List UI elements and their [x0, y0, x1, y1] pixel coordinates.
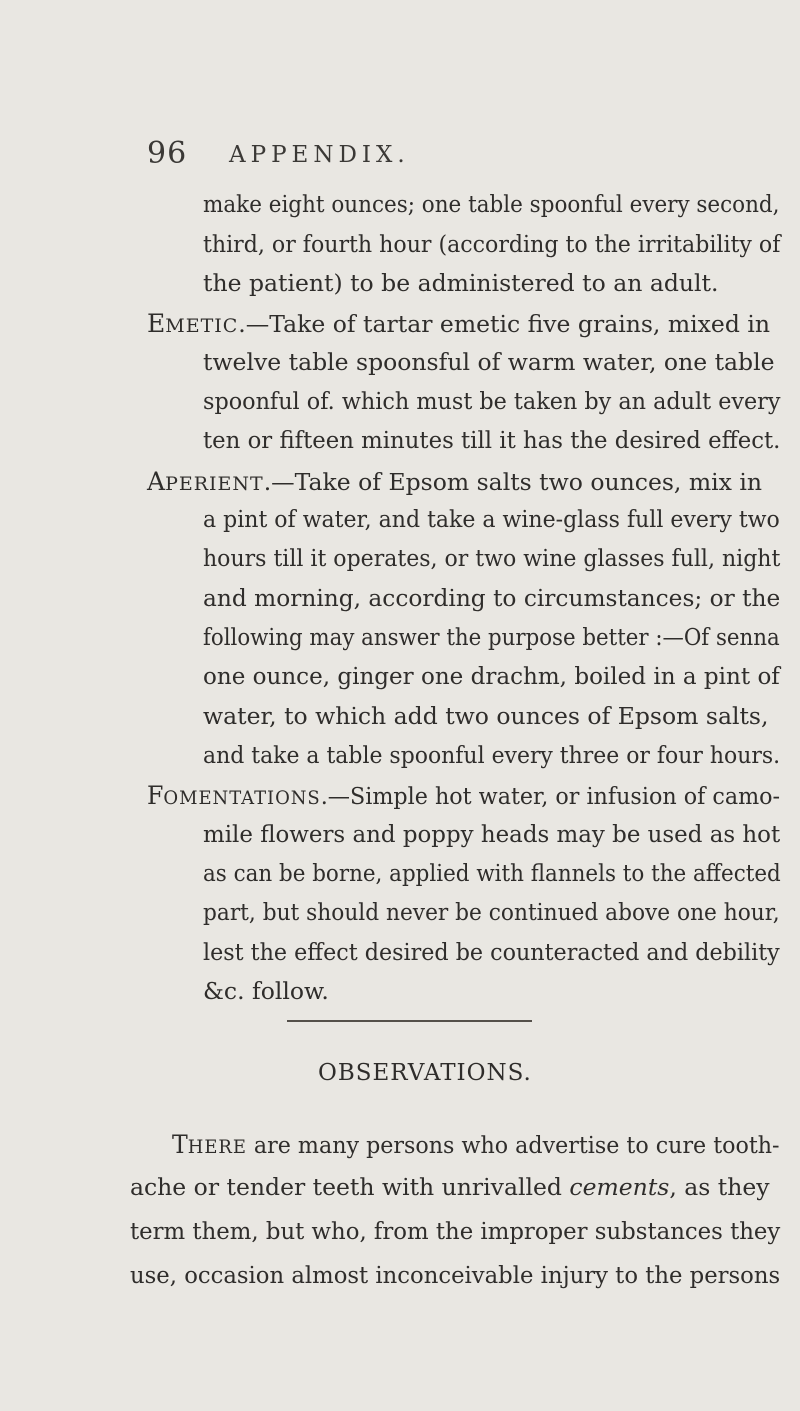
term-rest: METIC [165, 315, 239, 337]
page-number: 96 [147, 136, 188, 171]
text-line: lest the effect desired be counteracted and debility [203, 938, 780, 966]
text-line: water, to which add two ounces of Epsom salts, [203, 702, 769, 730]
entry-aperient-first-line [147, 469, 762, 495]
text-line: &c. follow. [203, 977, 329, 1005]
text-line: mile flowers and poppy heads may be used as hot [203, 820, 781, 848]
line-rest: are many persons who advertise to cure tooth- [246, 1131, 780, 1159]
text-line: twelve table spoonsful of warm water, one table [203, 348, 775, 376]
line-text: ache or tender teeth with unrivalled [130, 1173, 570, 1201]
section-title: OBSERVATIONS. [318, 1060, 532, 1086]
running-head: APPENDIX. [229, 142, 410, 168]
term-initial: E [147, 309, 166, 338]
term-rest: OMENTATIONS [163, 787, 321, 809]
term-rest: PERIENT [165, 473, 264, 495]
line-rest: .—Take of tartar emetic five grains, mixed in [238, 310, 770, 338]
text-line: following may answer the purpose better :—Of senna [203, 623, 780, 651]
entry-fomentations-first-line [147, 783, 780, 809]
text-line: as can be borne, applied with flannels to the affected [203, 859, 781, 887]
text-line: hours till it operates, or two wine glasses full, night [203, 544, 781, 572]
line-rest: .—Simple hot water, or infusion of camo- [320, 782, 781, 810]
line-text: , as they [669, 1173, 770, 1201]
text-line: ten or fifteen minutes till it has the desired effect. [203, 426, 781, 454]
entry-emetic-first-line [147, 311, 770, 337]
section-divider [287, 1020, 532, 1022]
text-line: the patient) to be administered to an adult. [203, 269, 719, 297]
italic-term: cements [569, 1173, 670, 1201]
observations-line-2 [130, 1173, 770, 1201]
page-header [147, 136, 747, 186]
first-word-initial: T [172, 1130, 188, 1159]
text-line: third, or fourth hour (according to the irritability of [203, 230, 781, 258]
text-line: use, occasion almost inconceivable injury to the persons [130, 1261, 781, 1289]
text-line: a pint of water, and take a wine-glass full every two [203, 505, 780, 533]
text-line: spoonful of. which must be taken by an adult every [203, 387, 781, 415]
text-line: make eight ounces; one table spoonful every second, [203, 190, 780, 218]
line-rest: .—Take of Epsom salts two ounces, mix in [263, 468, 763, 496]
term-initial: F [147, 781, 164, 810]
term-initial: A [147, 467, 166, 496]
observations-first-line [172, 1132, 780, 1158]
text-line: one ounce, ginger one drachm, boiled in a pint of [203, 662, 780, 690]
text-line: and morning, according to circumstances; or the [203, 584, 781, 612]
text-line: part, but should never be continued above one hour, [203, 898, 780, 926]
text-line: term them, but who, from the improper substances they [130, 1217, 781, 1245]
text-line: and take a table spoonful every three or four hours. [203, 741, 781, 769]
first-word-rest: HERE [187, 1136, 247, 1158]
